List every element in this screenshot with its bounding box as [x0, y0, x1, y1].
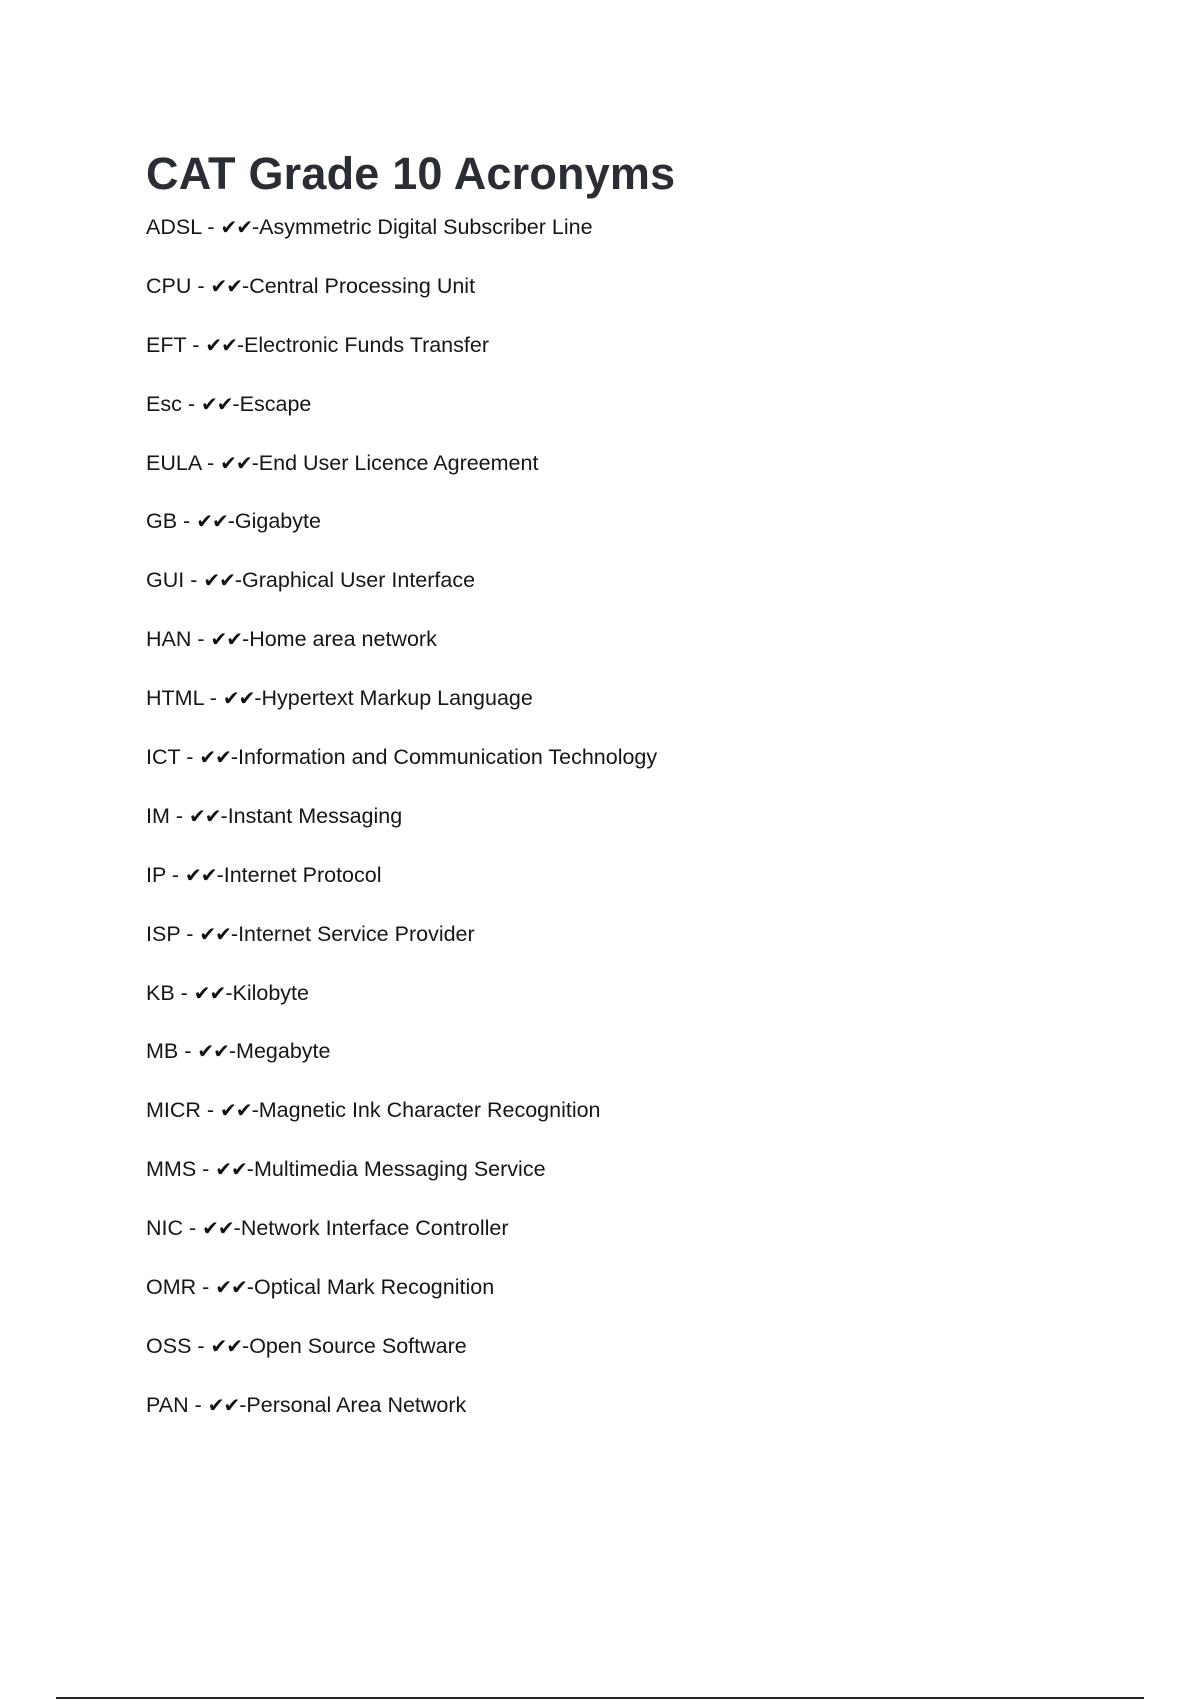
acronym-joiner: - [251, 1098, 259, 1123]
list-item [146, 801, 657, 860]
acronym-meaning: Kilobyte [232, 980, 309, 1005]
acronym-list [146, 212, 657, 1449]
acronym-separator: - [196, 1275, 216, 1300]
acronym-separator: - [178, 1039, 198, 1064]
acronym-separator: - [203, 686, 223, 711]
acronym-meaning: Graphical User Interface [242, 568, 476, 593]
acronym-meaning: Home area network [249, 627, 437, 652]
acronym-meaning: Internet Service Provider [238, 921, 475, 946]
list-item [146, 212, 657, 271]
acronym-joiner: - [225, 980, 233, 1005]
acronym-abbr: ICT [146, 745, 181, 770]
acronym-abbr: Esc [146, 391, 182, 416]
acronym-separator: - [183, 1216, 203, 1241]
page-bottom-rule [56, 1697, 1144, 1699]
acronym-separator: - [191, 1333, 211, 1358]
list-item [146, 742, 657, 801]
acronym-separator: - [186, 332, 206, 357]
tick-marks: ✔✔ [220, 450, 252, 475]
list-item [146, 389, 657, 448]
acronym-separator: - [200, 1098, 221, 1123]
acronym-abbr: OSS [146, 1333, 192, 1358]
tick-marks: ✔✔ [196, 509, 228, 534]
acronym-separator: - [169, 803, 189, 828]
acronym-abbr: ISP [146, 921, 181, 946]
acronym-abbr: ADSL [146, 215, 202, 239]
acronym-separator: - [177, 509, 197, 534]
acronym-joiner: - [233, 1216, 241, 1241]
acronym-meaning: Megabyte [236, 1039, 331, 1064]
acronym-abbr: IM [146, 803, 170, 828]
acronym-abbr: MICR [146, 1098, 201, 1123]
tick-marks: ✔✔ [193, 980, 226, 1005]
list-item [146, 506, 657, 565]
list-item [146, 1390, 657, 1449]
acronym-joiner: - [232, 391, 240, 416]
tick-marks: ✔✔ [220, 1098, 252, 1123]
list-item [146, 919, 657, 978]
acronym-joiner: - [242, 1333, 250, 1358]
acronym-separator: - [180, 745, 200, 770]
tick-marks: ✔✔ [215, 1275, 247, 1300]
acronym-joiner: - [252, 215, 260, 239]
acronym-joiner: - [230, 921, 239, 946]
list-item [146, 1331, 657, 1390]
acronym-separator: - [201, 215, 221, 239]
list-item [146, 978, 657, 1037]
acronym-meaning: Network Interface Controller [240, 1216, 509, 1241]
list-item [146, 565, 657, 624]
acronym-meaning: Instant Messaging [227, 803, 403, 828]
list-item [146, 1036, 657, 1095]
list-item [146, 330, 657, 389]
acronym-joiner: - [228, 1039, 237, 1064]
acronym-abbr: CPU [146, 273, 192, 298]
acronym-joiner: - [216, 862, 224, 887]
tick-marks: ✔✔ [222, 686, 255, 711]
tick-marks: ✔✔ [199, 745, 231, 770]
acronym-meaning: Internet Protocol [223, 862, 382, 887]
acronym-meaning: Asymmetric Digital Subscriber Line [259, 215, 593, 239]
acronym-separator: - [191, 273, 211, 298]
acronym-abbr: HAN [146, 627, 192, 652]
list-item [146, 1213, 657, 1272]
acronym-abbr: NIC [146, 1216, 184, 1241]
acronym-joiner: - [236, 332, 245, 357]
acronym-meaning: Magnetic Ink Character Recognition [258, 1098, 601, 1123]
acronym-separator: - [188, 1392, 208, 1417]
page-title: CAT Grade 10 Acronyms [146, 148, 676, 199]
acronym-separator: - [165, 862, 186, 887]
tick-marks: ✔✔ [210, 627, 243, 652]
acronym-joiner: - [220, 803, 228, 828]
tick-marks: ✔✔ [210, 273, 243, 298]
list-item [146, 624, 657, 683]
acronym-separator: - [196, 1157, 216, 1182]
acronym-separator: - [191, 627, 211, 652]
acronym-joiner: - [242, 273, 250, 298]
tick-marks: ✔✔ [215, 1157, 247, 1182]
tick-marks: ✔✔ [185, 862, 217, 887]
acronym-joiner: - [227, 509, 235, 534]
acronym-joiner: - [246, 1275, 254, 1300]
acronym-meaning: Gigabyte [234, 509, 321, 534]
acronym-abbr: GUI [146, 568, 185, 593]
acronym-joiner: - [246, 1157, 254, 1182]
acronym-joiner: - [254, 686, 262, 711]
acronym-separator: - [180, 921, 200, 946]
tick-marks: ✔✔ [197, 1039, 229, 1064]
list-item [146, 1272, 657, 1331]
acronym-abbr: KB [146, 980, 175, 1005]
list-item [146, 1154, 657, 1213]
acronym-joiner: - [234, 568, 243, 593]
acronym-abbr: EULA [146, 450, 201, 475]
tick-marks: ✔✔ [207, 1392, 240, 1417]
acronym-abbr: GB [146, 509, 178, 534]
acronym-meaning: Multimedia Messaging Service [253, 1157, 546, 1182]
acronym-meaning: Optical Mark Recognition [253, 1275, 495, 1300]
acronym-meaning: End User Licence Agreement [258, 450, 539, 475]
tick-marks: ✔✔ [220, 215, 252, 239]
acronym-meaning: Central Processing Unit [249, 273, 476, 298]
acronym-separator: - [181, 391, 201, 416]
tick-marks: ✔✔ [189, 803, 221, 828]
acronym-abbr: EFT [146, 332, 187, 357]
tick-marks: ✔✔ [210, 1333, 243, 1358]
acronym-meaning: Personal Area Network [246, 1392, 467, 1417]
acronym-abbr: HTML [146, 686, 204, 711]
acronym-joiner: - [251, 450, 259, 475]
tick-marks: ✔✔ [199, 921, 231, 946]
acronym-separator: - [184, 568, 204, 593]
tick-marks: ✔✔ [200, 391, 233, 416]
tick-marks: ✔✔ [202, 1216, 234, 1241]
acronym-meaning: Electronic Funds Transfer [244, 332, 489, 357]
list-item [146, 271, 657, 330]
acronym-separator: - [174, 980, 194, 1005]
tick-marks: ✔✔ [203, 568, 235, 593]
list-item [146, 448, 657, 507]
acronym-abbr: OMR [146, 1275, 197, 1300]
acronym-joiner: - [230, 745, 239, 770]
tick-marks: ✔✔ [205, 332, 237, 357]
acronym-meaning: Hypertext Markup Language [261, 686, 533, 711]
acronym-abbr: MMS [146, 1157, 197, 1182]
acronym-abbr: PAN [146, 1392, 189, 1417]
acronym-meaning: Escape [239, 391, 312, 416]
acronym-meaning: Information and Communication Technology [238, 745, 658, 770]
acronym-separator: - [200, 450, 221, 475]
acronym-meaning: Open Source Software [249, 1333, 467, 1358]
list-item [146, 860, 657, 919]
acronym-joiner: - [239, 1392, 247, 1417]
list-item [146, 683, 657, 742]
acronym-abbr: MB [146, 1039, 179, 1064]
acronym-abbr: IP [146, 862, 166, 887]
list-item [146, 1095, 657, 1154]
acronym-joiner: - [242, 627, 250, 652]
